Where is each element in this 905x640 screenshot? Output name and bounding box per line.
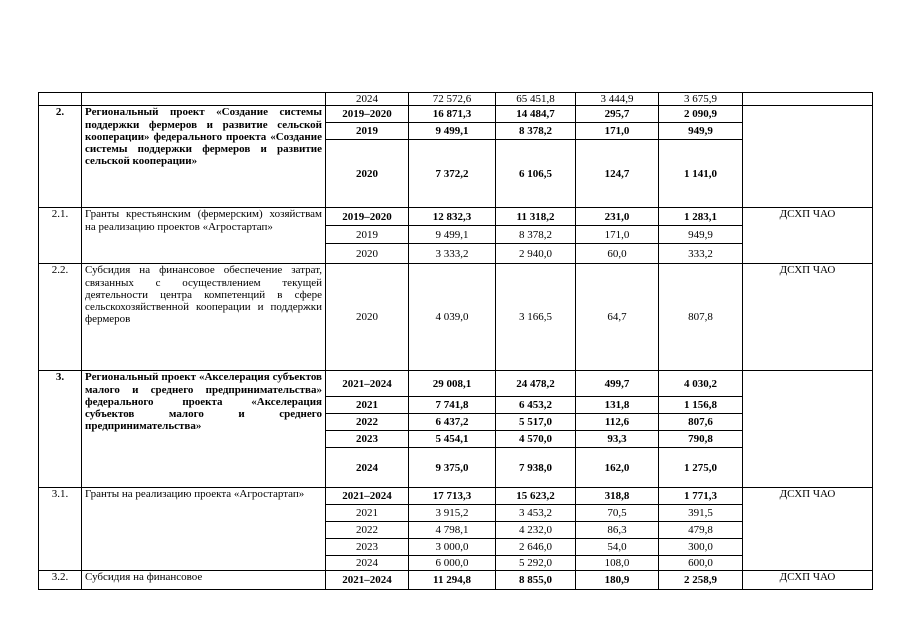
year-cell: 2024 bbox=[326, 93, 409, 106]
federal-budget-cell: 14 484,7 bbox=[496, 106, 576, 123]
regional-budget-cell: 131,8 bbox=[576, 397, 659, 414]
total-cell: 11 294,8 bbox=[409, 571, 496, 590]
item-name: Региональный проект «Акселерация субъектов малого и среднего предпринимательства» федерального проекта «Акселерация субъектов малого и среднего предпринимательства» bbox=[82, 371, 326, 488]
year-cell: 2019–2020 bbox=[326, 106, 409, 123]
year-cell: 2024 bbox=[326, 556, 409, 571]
regional-budget-cell: 318,8 bbox=[576, 488, 659, 505]
federal-budget-cell: 4 570,0 bbox=[496, 431, 576, 448]
item-number: 3.2. bbox=[39, 571, 82, 590]
total-cell: 6 437,2 bbox=[409, 414, 496, 431]
item-number: 2. bbox=[39, 106, 82, 208]
regional-budget-cell: 86,3 bbox=[576, 522, 659, 539]
other-sources-cell: 4 030,2 bbox=[659, 371, 743, 397]
item-number: 2.1. bbox=[39, 208, 82, 264]
total-cell: 4 039,0 bbox=[409, 264, 496, 371]
federal-budget-cell: 4 232,0 bbox=[496, 522, 576, 539]
item-name: Гранты крестьянским (фермерским) хозяйствам на реализацию проектов «Агростартап» bbox=[82, 208, 326, 264]
total-cell: 17 713,3 bbox=[409, 488, 496, 505]
table-row bbox=[39, 571, 873, 590]
item-number bbox=[39, 93, 82, 106]
federal-budget-cell: 5 292,0 bbox=[496, 556, 576, 571]
year-cell: 2020 bbox=[326, 244, 409, 264]
total-cell: 72 572,6 bbox=[409, 93, 496, 106]
year-cell: 2021–2024 bbox=[326, 571, 409, 590]
total-cell: 16 871,3 bbox=[409, 106, 496, 123]
other-sources-cell: 2 258,9 bbox=[659, 571, 743, 590]
item-name: Субсидия на финансовое bbox=[82, 571, 326, 590]
other-sources-cell: 3 675,9 bbox=[659, 93, 743, 106]
item-name: Субсидия на финансовое обеспечение затрат, связанных с осуществлением текущей деятельности центра компетенций в сфере сельскохозяйственной кооперации и поддержки фермеров bbox=[82, 264, 326, 371]
other-sources-cell: 1 283,1 bbox=[659, 208, 743, 226]
responsible-cell: ДСХП ЧАО bbox=[743, 264, 873, 371]
table-row bbox=[39, 106, 873, 123]
regional-budget-cell: 180,9 bbox=[576, 571, 659, 590]
responsible-cell: ДСХП ЧАО bbox=[743, 488, 873, 571]
regional-budget-cell: 231,0 bbox=[576, 208, 659, 226]
responsible-cell: ДСХП ЧАО bbox=[743, 571, 873, 590]
year-cell: 2023 bbox=[326, 431, 409, 448]
regional-budget-cell: 499,7 bbox=[576, 371, 659, 397]
total-cell: 3 915,2 bbox=[409, 505, 496, 522]
regional-budget-cell: 60,0 bbox=[576, 244, 659, 264]
item-number: 3. bbox=[39, 371, 82, 488]
other-sources-cell: 1 156,8 bbox=[659, 397, 743, 414]
federal-budget-cell: 11 318,2 bbox=[496, 208, 576, 226]
federal-budget-cell: 7 938,0 bbox=[496, 448, 576, 488]
federal-budget-cell: 6 453,2 bbox=[496, 397, 576, 414]
total-cell: 3 000,0 bbox=[409, 539, 496, 556]
total-cell: 9 499,1 bbox=[409, 226, 496, 244]
item-number: 3.1. bbox=[39, 488, 82, 571]
table-row bbox=[39, 488, 873, 505]
budget-table bbox=[38, 92, 873, 590]
table-row bbox=[39, 264, 873, 371]
year-cell: 2021–2024 bbox=[326, 371, 409, 397]
responsible-cell bbox=[743, 371, 873, 488]
year-cell: 2020 bbox=[326, 264, 409, 371]
total-cell: 9 375,0 bbox=[409, 448, 496, 488]
year-cell: 2019 bbox=[326, 226, 409, 244]
year-cell: 2019–2020 bbox=[326, 208, 409, 226]
other-sources-cell: 479,8 bbox=[659, 522, 743, 539]
other-sources-cell: 807,8 bbox=[659, 264, 743, 371]
other-sources-cell: 333,2 bbox=[659, 244, 743, 264]
regional-budget-cell: 54,0 bbox=[576, 539, 659, 556]
item-name bbox=[82, 93, 326, 106]
federal-budget-cell: 65 451,8 bbox=[496, 93, 576, 106]
year-cell: 2023 bbox=[326, 539, 409, 556]
federal-budget-cell: 3 166,5 bbox=[496, 264, 576, 371]
item-number: 2.2. bbox=[39, 264, 82, 371]
federal-budget-cell: 8 378,2 bbox=[496, 123, 576, 140]
federal-budget-cell: 8 378,2 bbox=[496, 226, 576, 244]
federal-budget-cell: 5 517,0 bbox=[496, 414, 576, 431]
other-sources-cell: 600,0 bbox=[659, 556, 743, 571]
total-cell: 4 798,1 bbox=[409, 522, 496, 539]
total-cell: 9 499,1 bbox=[409, 123, 496, 140]
total-cell: 29 008,1 bbox=[409, 371, 496, 397]
year-cell: 2019 bbox=[326, 123, 409, 140]
federal-budget-cell: 3 453,2 bbox=[496, 505, 576, 522]
federal-budget-cell: 2 940,0 bbox=[496, 244, 576, 264]
other-sources-cell: 300,0 bbox=[659, 539, 743, 556]
total-cell: 7 741,8 bbox=[409, 397, 496, 414]
year-cell: 2022 bbox=[326, 414, 409, 431]
year-cell: 2021–2024 bbox=[326, 488, 409, 505]
other-sources-cell: 790,8 bbox=[659, 431, 743, 448]
federal-budget-cell: 15 623,2 bbox=[496, 488, 576, 505]
other-sources-cell: 2 090,9 bbox=[659, 106, 743, 123]
other-sources-cell: 1 771,3 bbox=[659, 488, 743, 505]
federal-budget-cell: 24 478,2 bbox=[496, 371, 576, 397]
table-row bbox=[39, 371, 873, 397]
federal-budget-cell: 8 855,0 bbox=[496, 571, 576, 590]
total-cell: 5 454,1 bbox=[409, 431, 496, 448]
other-sources-cell: 807,6 bbox=[659, 414, 743, 431]
total-cell: 7 372,2 bbox=[409, 140, 496, 208]
total-cell: 6 000,0 bbox=[409, 556, 496, 571]
total-cell: 12 832,3 bbox=[409, 208, 496, 226]
regional-budget-cell: 108,0 bbox=[576, 556, 659, 571]
regional-budget-cell: 171,0 bbox=[576, 123, 659, 140]
year-cell: 2022 bbox=[326, 522, 409, 539]
regional-budget-cell: 124,7 bbox=[576, 140, 659, 208]
item-name: Региональный проект «Создание системы поддержки фермеров и развитие сельской кооперации» федерального проекта «Создание системы поддержки фермеров и развитие сельской кооперации» bbox=[82, 106, 326, 208]
other-sources-cell: 1 275,0 bbox=[659, 448, 743, 488]
regional-budget-cell: 295,7 bbox=[576, 106, 659, 123]
item-name: Гранты на реализацию проекта «Агростартап» bbox=[82, 488, 326, 571]
year-cell: 2024 bbox=[326, 448, 409, 488]
regional-budget-cell: 162,0 bbox=[576, 448, 659, 488]
regional-budget-cell: 112,6 bbox=[576, 414, 659, 431]
regional-budget-cell: 171,0 bbox=[576, 226, 659, 244]
total-cell: 3 333,2 bbox=[409, 244, 496, 264]
table-row bbox=[39, 93, 873, 106]
other-sources-cell: 1 141,0 bbox=[659, 140, 743, 208]
regional-budget-cell: 93,3 bbox=[576, 431, 659, 448]
regional-budget-cell: 3 444,9 bbox=[576, 93, 659, 106]
responsible-cell: ДСХП ЧАО bbox=[743, 208, 873, 264]
federal-budget-cell: 6 106,5 bbox=[496, 140, 576, 208]
federal-budget-cell: 2 646,0 bbox=[496, 539, 576, 556]
regional-budget-cell: 70,5 bbox=[576, 505, 659, 522]
other-sources-cell: 949,9 bbox=[659, 226, 743, 244]
regional-budget-cell: 64,7 bbox=[576, 264, 659, 371]
year-cell: 2021 bbox=[326, 397, 409, 414]
other-sources-cell: 949,9 bbox=[659, 123, 743, 140]
other-sources-cell: 391,5 bbox=[659, 505, 743, 522]
responsible-cell bbox=[743, 93, 873, 106]
table-row bbox=[39, 208, 873, 226]
responsible-cell bbox=[743, 106, 873, 208]
year-cell: 2020 bbox=[326, 140, 409, 208]
year-cell: 2021 bbox=[326, 505, 409, 522]
